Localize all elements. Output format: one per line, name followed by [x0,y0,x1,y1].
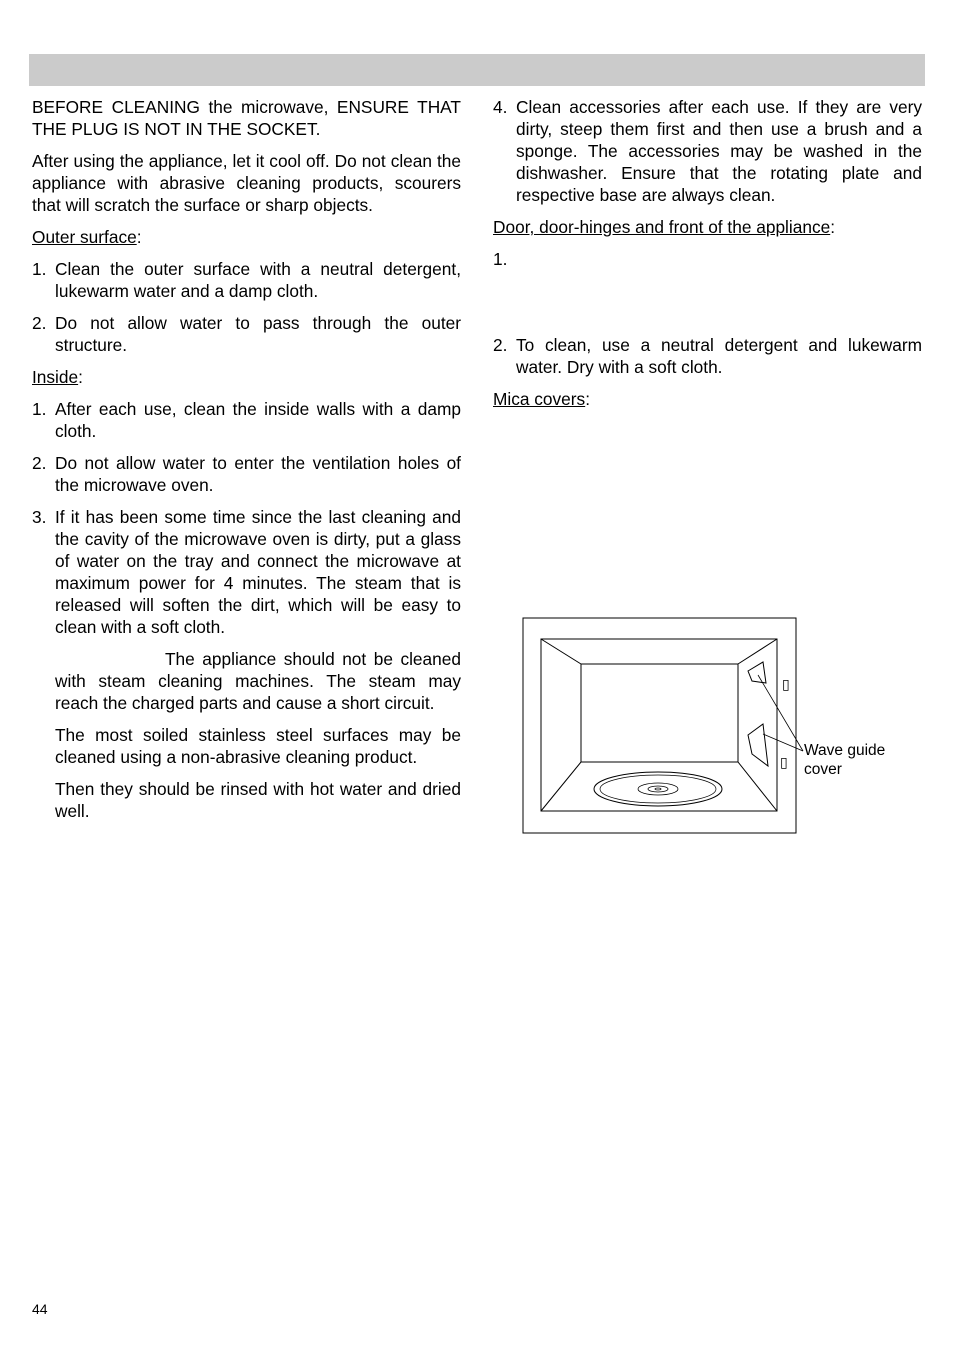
outer-surface-heading: Outer surface [32,227,137,247]
list-text: After each use, clean the inside walls with a damp cloth. [55,399,461,441]
steam-note-text: The appliance should not be cleaned with steam cleaning machines. The steam may reach the charged parts and cause a short circuit. [55,649,461,713]
steam-note [32,648,461,714]
list-number: 2. [493,335,508,355]
turntable-plate [594,772,722,806]
mica-heading: Mica covers [493,389,586,409]
list-text: Clean accessories after each use. If they are very dirty, steep them first and then use a brush and a sponge. The accessories may be washed in the dishwasher. Ensure that the rotating plate and respective base are always clean. [516,97,922,205]
list-number: 2. [32,313,47,333]
mica-heading-line: Mica covers: [493,389,590,409]
list-item [493,334,922,378]
list-number: 1. [493,249,508,269]
microwave-cavity-diagram [520,614,900,840]
list-item [493,96,922,206]
wave-guide-cover-lower [748,724,768,766]
outer-surface-heading-line: Outer surface: [32,227,142,247]
list-text: Clean the outer surface with a neutral detergent, lukewarm water and a damp cloth. [55,259,461,301]
list-item [32,398,461,442]
list-number: 1. [32,399,47,419]
wave-guide-cover-upper [748,662,766,683]
section-header-bar [29,54,925,86]
door-heading: Door, door-hinges and front of the appliance [493,217,831,237]
list-number: 2. [32,453,47,473]
intro-warning: BEFORE CLEANING the microwave, ENSURE THAT THE PLUG IS NOT IN THE SOCKET. [32,97,461,139]
page-number: 44 [32,1301,48,1317]
list-text: If it has been some time since the last cleaning and the cavity of the microwave oven is dirty, put a glass of water on the tray and connect the microwave at maximum power for 4 minutes. The steam that is released will soften the dirt, which will be easy to clean with a soft cloth. [55,507,461,637]
list-number: 1. [32,259,47,279]
door-list [493,248,922,378]
right-column [493,96,922,420]
list-text: To clean, use a neutral detergent and lukewarm water. Dry with a soft cloth. [516,335,922,377]
list-item [32,506,461,638]
inside-list [32,398,461,638]
accessories-list [493,96,922,206]
figure-marker-lower: ▯ [780,755,788,771]
list-item [32,312,461,356]
door-heading-line: Door, door-hinges and front of the appliance: [493,217,836,237]
intro-text: After using the appliance, let it cool off. Do not clean the appliance with abrasive cleaning products, scourers that will scratch the surface or sharp objects. [32,151,461,215]
rinse-note: Then they should be rinsed with hot water and dried well. [55,779,461,821]
stainless-note: The most soiled stainless steel surfaces may be cleaned using a non-abrasive cleaning product. [55,725,461,767]
list-text: Do not allow water to pass through the outer structure. [55,313,461,355]
inside-heading: Inside [32,367,79,387]
list-item [493,248,922,324]
list-number: 4. [493,97,508,117]
outer-surface-list [32,258,461,356]
list-number: 3. [32,507,47,527]
list-item [32,452,461,496]
figure-marker-upper: ▯ [782,677,790,693]
list-text: Do not allow water to enter the ventilation holes of the microwave oven. [55,453,461,495]
left-column [32,96,461,832]
wave-guide-label-line1: Wave guide [804,742,886,759]
inside-heading-line: Inside: [32,367,83,387]
list-item [32,258,461,302]
wave-guide-label-line2: cover [804,761,842,778]
